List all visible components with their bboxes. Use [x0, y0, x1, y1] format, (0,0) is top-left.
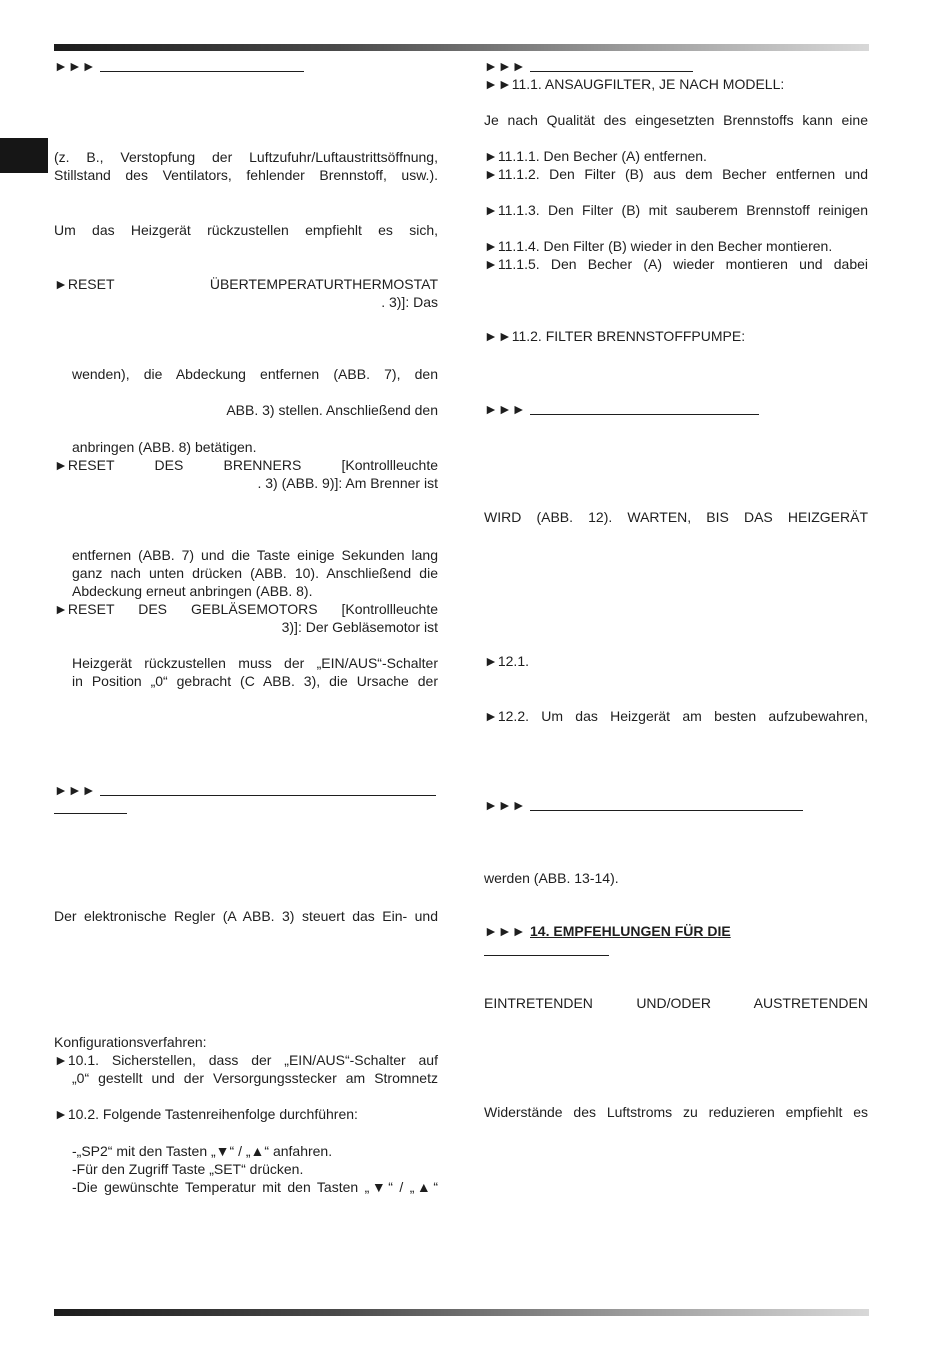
- reset-burner-heading: ►RESET DES BRENNERS [Kontrollleuchte: [54, 457, 438, 473]
- paragraph-line: Stillstand des Ventilators, fehlender Brennstoff, usw.).: [54, 167, 438, 183]
- step-item: ►10.2. Folgende Tastenreihenfolge durchführen:: [54, 1106, 358, 1122]
- paragraph-line: ganz nach unten drücken (ABB. 10). Anschließend die: [72, 565, 438, 581]
- reset-thermostat-title: ÜBERTEMPERATURTHERMOSTAT: [209, 276, 438, 292]
- section-heading-rule: [100, 71, 304, 72]
- paragraph-line: Konfigurationsverfahren:: [54, 1034, 207, 1050]
- section-marker: ►►►: [484, 797, 526, 813]
- paragraph-line: WIRD (ABB. 12). WARTEN, BIS DAS HEIZGERÄT: [484, 509, 868, 525]
- section-marker: ►►►: [484, 401, 526, 417]
- section-marker: ►►►: [484, 923, 526, 939]
- section-marker: ►►►: [54, 782, 96, 798]
- section-marker: ►►►: [484, 58, 526, 74]
- step-item: ►10.1. Sicherstellen, dass der „EIN/AUS“-Schalter auf: [54, 1052, 438, 1068]
- paragraph-line: in Position „0“ gebracht (C ABB. 3), die Ursache der: [72, 673, 438, 689]
- paragraph-line: „0“ gestellt und der Versorgungsstecker am Stromnetz: [72, 1070, 438, 1086]
- section-heading-rule: [54, 813, 127, 814]
- step-item: ►11.1.1. Den Becher (A) entfernen.: [484, 148, 707, 164]
- step-item: ►11.1.3. Den Filter (B) mit sauberem Brennstoff reinigen: [484, 202, 868, 218]
- step-item: ►11.1.2. Den Filter (B) aus dem Becher entfernen und: [484, 166, 868, 182]
- paragraph-line: wenden), die Abdeckung entfernen (ABB. 7), den: [72, 366, 438, 382]
- step-item: ►11.1.5. Den Becher (A) wieder montieren und dabei: [484, 256, 868, 272]
- section-heading-rule: [530, 414, 759, 415]
- paragraph-line: . 3)]: Das: [381, 294, 438, 310]
- step-item: ►12.1.: [484, 653, 529, 669]
- paragraph-line: (z. B., Verstopfung der Luftzufuhr/Luftaustrittsöffnung,: [54, 149, 438, 165]
- section-heading-rule: [100, 795, 436, 796]
- step-item: ►11.1.4. Den Filter (B) wieder in den Becher montieren.: [484, 238, 833, 254]
- section-marker: ►►►: [54, 58, 96, 74]
- list-item: -„SP2“ mit den Tasten „▼“ / „▲“ anfahren.: [72, 1143, 333, 1159]
- paragraph-line: entfernen (ABB. 7) und die Taste einige Sekunden lang: [72, 547, 438, 563]
- step-item: ►12.2. Um das Heizgerät am besten aufzubewahren,: [484, 708, 868, 724]
- paragraph-line: anbringen (ABB. 8) betätigen.: [72, 439, 257, 455]
- paragraph-line: Heizgerät rückzustellen muss der „EIN/AUS“-Schalter: [72, 655, 438, 671]
- paragraph-line: Abdeckung erneut anbringen (ABB. 8).: [72, 583, 313, 599]
- header-gradient-bar: [54, 44, 869, 51]
- section-heading-rule: [530, 810, 803, 811]
- paragraph-line: . 3) (ABB. 9)]: Am Brenner ist: [257, 475, 438, 491]
- paragraph-line: Je nach Qualität des eingesetzten Brennstoffs kann eine: [484, 112, 868, 128]
- paragraph-line: 3)]: Der Gebläsemotor ist: [281, 619, 438, 635]
- section-heading-rule: [484, 955, 609, 956]
- paragraph-line: EINTRETENDEN UND/ODER AUSTRETENDEN: [484, 995, 868, 1011]
- section-heading-rule: [530, 71, 693, 72]
- subsection-heading: ►►11.2. FILTER BRENNSTOFFPUMPE:: [484, 328, 746, 344]
- paragraph-line: werden (ABB. 13-14).: [484, 870, 619, 886]
- reset-thermostat-label: ►RESET: [54, 276, 115, 292]
- subsection-heading: ►►11.1. ANSAUGFILTER, JE NACH MODELL:: [484, 76, 785, 92]
- reset-fan-motor-heading: ►RESET DES GEBLÄSEMOTORS [Kontrollleuchte: [54, 601, 438, 617]
- list-item: -Für den Zugriff Taste „SET“ drücken.: [72, 1161, 304, 1177]
- list-item: -Die gewünschte Temperatur mit den Tasten „▼“ / „▲“: [72, 1179, 438, 1195]
- paragraph-line: Um das Heizgerät rückzustellen empfiehlt es sich,: [54, 222, 438, 238]
- paragraph-line: Der elektronische Regler (A ABB. 3) steuert das Ein- und: [54, 908, 438, 924]
- paragraph-line: Widerstände des Luftstroms zu reduzieren empfiehlt es: [484, 1104, 868, 1120]
- language-tab-marker: [0, 138, 48, 173]
- paragraph-line: ABB. 3) stellen. Anschließend den: [226, 402, 438, 418]
- section-heading: 14. EMPFEHLUNGEN FÜR DIE: [530, 923, 731, 939]
- footer-gradient-bar: [54, 1309, 869, 1316]
